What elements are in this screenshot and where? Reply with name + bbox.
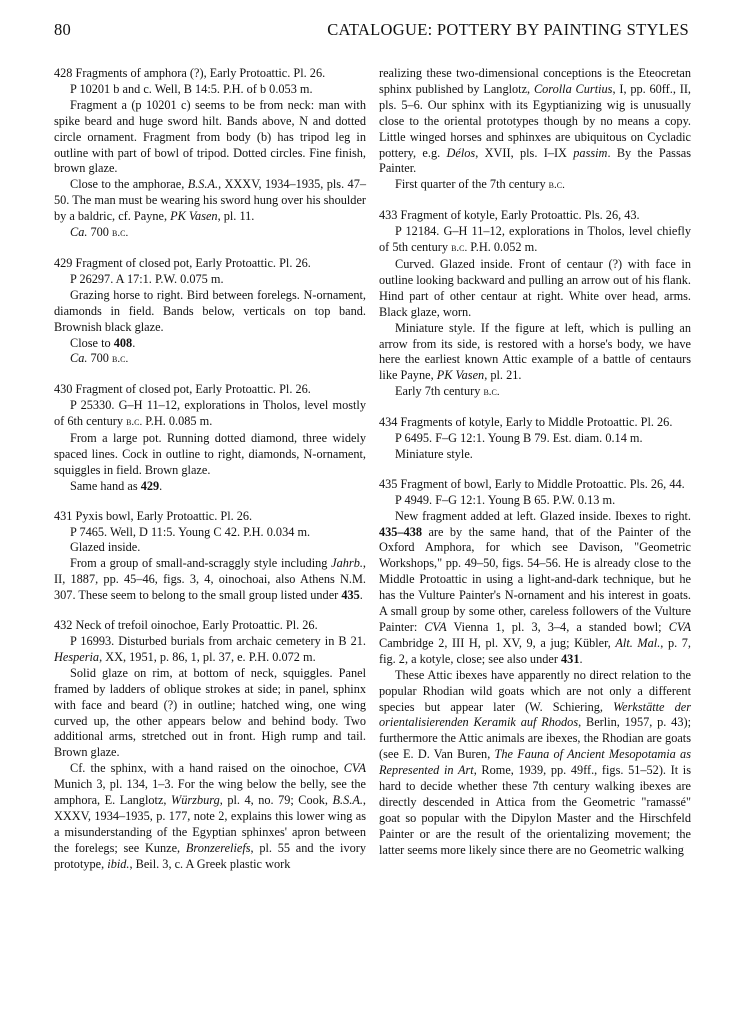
text-run: , Berlin, 1957, p. 43); furthermore the Attic animals are ibexes, the Rhodian are goats (see E. D. Van Buren, xyxy=(379,715,691,762)
text-run: Vienna 1, pl. 3, 3–4, a standed bowl; xyxy=(446,620,669,634)
text-run: Close to the amphorae, xyxy=(70,177,188,192)
entry-number: 428 xyxy=(54,66,73,80)
text-run: Cf. the sphinx, with a hand raised on the oinochoe, xyxy=(70,761,344,776)
continued-text xyxy=(379,66,691,177)
era: b.c. xyxy=(483,386,500,399)
entry-number: 429 xyxy=(54,255,73,270)
citation: PK Vasen xyxy=(170,209,218,224)
text-run: . By the Passas Painter. xyxy=(379,145,691,176)
era: b.c. xyxy=(112,227,129,240)
text-run: , pl. 11. xyxy=(217,209,255,224)
entry-inventory xyxy=(54,634,366,666)
text-run: Same hand as xyxy=(70,478,141,493)
entry-inventory: P 6495. F–G 12:1. Young B 79. Est. diam. 0.14 m. xyxy=(395,431,643,446)
entry-note xyxy=(54,479,366,495)
entry-note xyxy=(54,177,366,225)
entry-description: Curved. Glazed inside. Front of centaur (?) with face in outline looking backward and pulling an arrow out of his flank. Hind part of other centaur at right. White over head, arms. Black glaze, worn. xyxy=(379,256,691,319)
entry-number: 434 xyxy=(379,415,398,430)
text-run: From a group of small-and-scraggly style including xyxy=(70,556,332,571)
entry-title: Fragment of closed pot, Early Protoattic. Pl. 26. xyxy=(75,255,311,270)
entry-432 xyxy=(54,618,366,873)
citation: CVA xyxy=(343,761,366,776)
left-column xyxy=(54,66,366,873)
entry-inventory: P 26297. A 17:1. P.W. 0.075 m. xyxy=(70,271,224,286)
citation: The Fauna of Ancient Mesopotamia as Represented in Art xyxy=(379,747,691,778)
text-run: are by the same hand, that of the Painter of the Oxford Amphora, for which see Davison, "Geometric Workshops," pp. 49–50, figs. 54–56. He is already close to the Middle Protoattic in using a light-and-dark technique, but he has the Vulture Painter's N-ornament and his interest in goats. A small group by some other, careless followers of the Vulture Painter: xyxy=(379,524,691,634)
circa: Ca. xyxy=(70,225,88,240)
text-run: , p. 7, fig. 2, a kotyle, close; see also under xyxy=(379,635,691,666)
citation: PK Vasen xyxy=(436,368,485,383)
entry-434 xyxy=(379,415,691,463)
entry-description: Miniature style. xyxy=(395,446,473,461)
text-run: . xyxy=(359,588,363,603)
entry-431 xyxy=(54,509,366,604)
entry-date xyxy=(379,177,691,194)
era: b.c. xyxy=(126,416,143,429)
citation: Jahrb. xyxy=(331,556,363,571)
citation: B.S.A. xyxy=(332,793,363,808)
entry-title: Pyxis bowl, Early Protoattic. Pl. 26. xyxy=(75,508,253,523)
text-run: , XX, 1951, p. 86, 1, pl. 37, e. P.H. 0.072 m. xyxy=(99,649,316,664)
entry-heading xyxy=(54,256,366,272)
entry-heading xyxy=(54,66,366,82)
text-run: . xyxy=(132,335,136,350)
text-run: These Attic ibexes have apparently no direct relation to the popular Rhodian wild goats which are not only a different species but appear later (W. Schiering, xyxy=(379,667,691,714)
citation: ibid. xyxy=(107,856,130,871)
text-run: , pl. 55 and the ivory prototype, xyxy=(54,840,366,871)
citation: Corolla Curtius xyxy=(533,81,613,96)
text-run: Early 7th century xyxy=(395,384,484,399)
entry-description: Fragment a (p 10201 c) seems to be from neck: man with spike beard and huge sword hilt. Bands above, N and dotted circle ornament. Fragment from body (b) has tripod leg in outline with part of bowl of tripod. Dotted circles. Fine finish, brown glaze. xyxy=(54,97,366,176)
cross-reference: 429 xyxy=(140,478,160,493)
text-run: , XVII, pls. I–IX xyxy=(475,145,574,160)
entry-note xyxy=(379,321,691,385)
entry-date xyxy=(54,351,366,368)
page-number: 80 xyxy=(54,20,72,39)
text-run: , pl. 21. xyxy=(484,368,522,383)
running-title: CATALOGUE: POTTERY BY PAINTING STYLES xyxy=(327,20,689,39)
entry-433 xyxy=(379,208,691,401)
text-run: Miniature style. If the figure at left, which is pulling an arrow from its side, is restored with a horse's body, we have here the earliest known Attic example of a battle of centaurs like Payne, xyxy=(379,320,691,383)
entry-inventory xyxy=(379,224,691,257)
text-run: , Beil. 3, c. A Greek plastic work xyxy=(129,856,291,871)
entry-inventory: P 4949. F–G 12:1. Young B 65. P.W. 0.13 m. xyxy=(395,492,616,507)
text-run: First quarter of the 7th century xyxy=(395,177,549,192)
entry-432-continued xyxy=(379,66,691,194)
text-run: P 25330. G–H 11–12, explorations in Tholos, level mostly of 6th century xyxy=(54,398,366,429)
text-run: Cambridge 2, III H, pl. XV, 9, a jug; Kübler, xyxy=(379,635,616,650)
entry-inventory xyxy=(54,398,366,431)
entry-435 xyxy=(379,477,691,859)
entry-date xyxy=(379,384,691,401)
text-run: P.H. 0.085 m. xyxy=(142,414,213,429)
text-run: . xyxy=(579,651,583,666)
entry-description xyxy=(379,509,691,668)
entry-title: Fragment of kotyle, Early Protoattic. Pls. 26, 43. xyxy=(400,208,640,223)
text-run: , I, pp. 60ff., II, pls. 5–6. Our sphinx with its Egyptianizing wig is unusually close to the oriental prototypes though by no means a copy. Little winged horses and sphinxes are ubiquitous on Cycladic pottery, e.g. xyxy=(379,81,691,160)
entry-428 xyxy=(54,66,366,242)
entry-heading xyxy=(54,618,366,634)
entry-note xyxy=(54,556,366,604)
circa: Ca. xyxy=(70,351,88,366)
right-column xyxy=(379,66,691,859)
text-run: P 16993. Disturbed burials from archaic cemetery in B 21. xyxy=(70,634,366,648)
text-run: 700 xyxy=(87,225,113,240)
citation: Délos xyxy=(446,145,476,160)
entry-number: 430 xyxy=(54,382,73,397)
text-run: , pl. 4, no. 79; Cook, xyxy=(219,793,333,808)
cross-reference: 408 xyxy=(113,335,133,350)
citation: Würzburg xyxy=(170,793,220,808)
entry-description: Solid glaze on rim, at bottom of neck, squiggles. Panel framed by ladders of oblique strokes at side; in panel, sphinx with face and beard (?) in outline; hatched wing, one wing curved up, the other appears below and behind body. Two additional arms, stretched out in front. High rump and tail. Brown glaze. xyxy=(54,665,366,760)
text-run: Munich 3, pl. 134, 1–3. For the wing below the belly, see the amphora, E. Langlotz, xyxy=(54,777,366,808)
entry-430 xyxy=(54,382,366,494)
citation: B.S.A. xyxy=(187,177,219,192)
page-header xyxy=(44,16,689,42)
entry-title: Fragment of bowl, Early to Middle Protoattic. Pls. 26, 44. xyxy=(400,476,685,491)
citation: Werkstätte der orientalisierenden Keramik auf Rhodos xyxy=(379,699,691,730)
entry-inventory: P 7465. Well, D 11:5. Young C 42. P.H. 0.034 m. xyxy=(70,524,311,539)
entry-title: Fragments of kotyle, Early to Middle Protoattic. Pl. 26. xyxy=(400,415,673,430)
entry-description: From a large pot. Running dotted diamond, three widely spaced lines. Cock in outline to right, diamonds, N-ornament, squiggles in field. Brown glaze. xyxy=(54,431,366,477)
text-run: Close to xyxy=(70,335,114,350)
entry-429 xyxy=(54,256,366,368)
text-run: 700 xyxy=(87,351,113,366)
entry-heading xyxy=(379,477,691,493)
entry-title: Fragments of amphora (?), Early Protoattic. Pl. 26. xyxy=(75,66,326,80)
cross-reference: 435 xyxy=(341,588,360,603)
text-run: , II, 1887, pp. 45–46, figs. 3, 4, oinochoai, also Athens N.M. 307. These seem to belong to the small group listed under xyxy=(54,556,366,603)
entry-heading xyxy=(379,208,691,224)
citation: Alt. Mal. xyxy=(615,635,661,650)
entry-description: Glazed inside. xyxy=(70,540,141,555)
entry-heading xyxy=(54,509,366,525)
text-run: realizing these two-dimensional conceptions is the Eteocretan sphinx published by Langlotz, xyxy=(379,66,691,96)
text-run: , Rome, 1939, pp. 49ff., figs. 51–52). It is hard to decide whether these 7th century walking ibexes are directly descended in Attica from the Geometric "ramassé" goat so popular with the Dipylon Master and the Hirschfeld Painter or are the result of the orientalizing movement; the latter seems more likely since there are no Geometric walking xyxy=(379,763,691,857)
era: b.c. xyxy=(112,353,129,366)
entry-number: 431 xyxy=(54,508,73,523)
entry-note xyxy=(54,761,366,872)
text-run: . xyxy=(159,478,163,493)
era: b.c. xyxy=(548,179,565,192)
entry-number: 433 xyxy=(379,208,398,223)
text-run: , XXXV, 1934–1935, pls. 47–50. The man must be wearing his sword hung over his shoulder by a baldric, cf. Payne, xyxy=(54,177,366,224)
citation: Bronzereliefs xyxy=(185,840,251,855)
text-run: New fragment added at left. Glazed inside. Ibexes to right. xyxy=(395,508,691,523)
entry-number: 432 xyxy=(54,618,73,633)
text-run: P 12184. G–H 11–12, explorations in Tholos, level chiefly of 5th century xyxy=(379,224,691,255)
citation: passim xyxy=(573,145,608,160)
entry-heading xyxy=(54,382,366,398)
text-run: , XXXV, 1934–1935, p. 177, note 2, explains this lower wing as a misunderstanding of the Egyptian sphinxes' apron between the forelegs; see Kunze, xyxy=(54,793,366,855)
entry-inventory: P 10201 b and c. Well, B 14:5. P.H. of b 0.053 m. xyxy=(70,81,313,96)
citation: CVA xyxy=(668,620,691,634)
entry-note xyxy=(54,336,366,352)
cross-reference: 435–438 xyxy=(379,524,423,539)
entry-description: Grazing horse to right. Bird between forelegs. N-ornament, diamonds in field. Bands below, verticals on top band. Brownish black glaze. xyxy=(54,287,366,334)
entry-heading xyxy=(379,415,691,431)
cross-reference: 431 xyxy=(561,651,580,666)
entry-note xyxy=(379,668,691,859)
text-run: P.H. 0.052 m. xyxy=(467,240,538,255)
entry-number: 435 xyxy=(379,476,398,491)
entry-date xyxy=(54,225,366,242)
era: b.c. xyxy=(451,242,468,255)
citation: Hesperia xyxy=(54,649,100,664)
entry-title: Fragment of closed pot, Early Protoattic. Pl. 26. xyxy=(75,382,311,397)
citation: CVA xyxy=(424,620,447,634)
entry-title: Neck of trefoil oinochoe, Early Protoattic. Pl. 26. xyxy=(75,618,318,633)
